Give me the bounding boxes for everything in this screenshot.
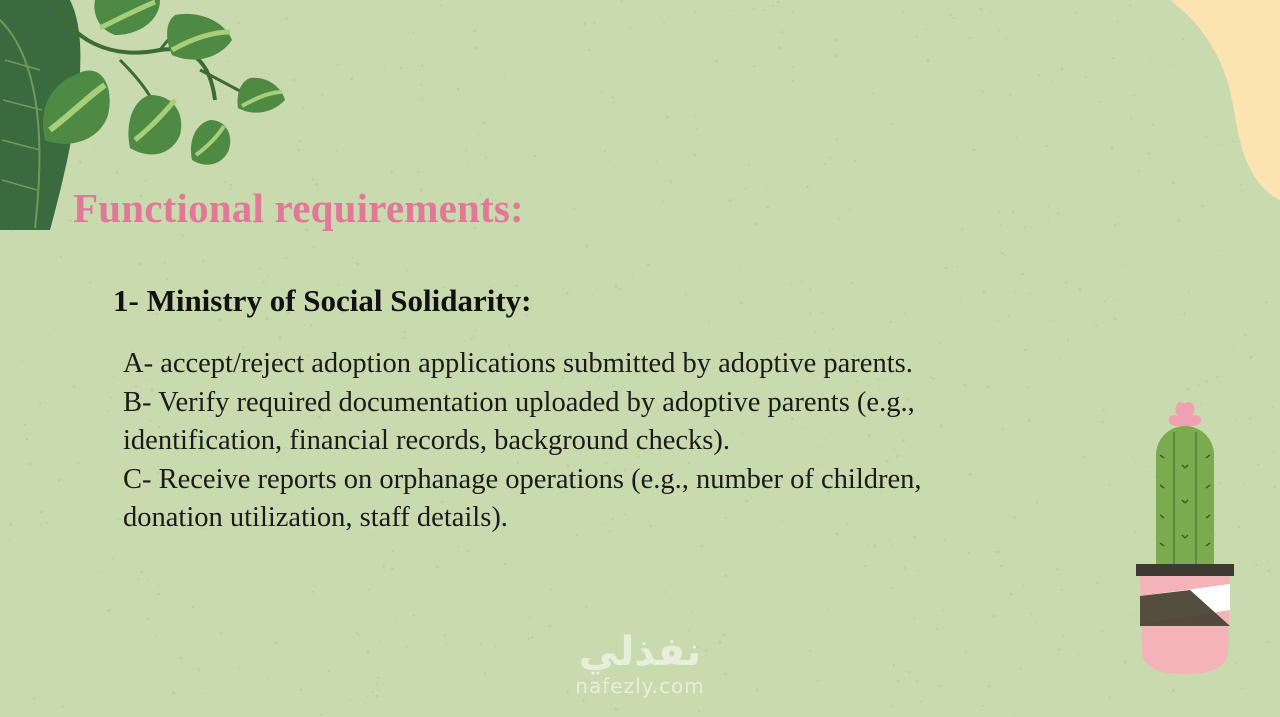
requirement-line: B- Verify required documentation uploaded by adoptive parents (e.g., [123, 386, 915, 418]
requirement-line: A- accept/reject adoption applications submitted by adoptive parents. [123, 348, 913, 379]
requirement-line: donation utilization, staff details). [123, 502, 508, 533]
cactus-pot-decoration [1130, 398, 1240, 678]
requirement-line: C- Receive reports on orphanage operations (e.g., number of children, [123, 463, 922, 495]
watermark-latin: nafezly.com [575, 674, 705, 698]
section-heading: 1- Ministry of Social Solidarity: [113, 283, 532, 318]
requirements-list [123, 345, 1083, 538]
watermark-arabic: نفذلي [578, 629, 702, 675]
slide-title: Functional requirements: [73, 185, 524, 231]
requirement-line: identification, financial records, background checks). [123, 425, 730, 456]
peach-blob-decoration [1170, 0, 1280, 210]
watermark [560, 630, 720, 698]
